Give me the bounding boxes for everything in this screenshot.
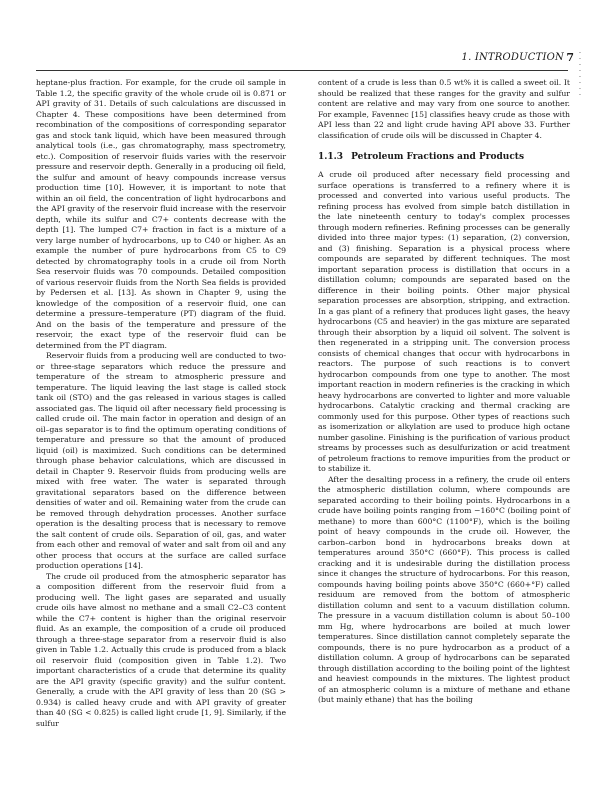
section-title: Petroleum Fractions and Products (351, 152, 525, 162)
right-column (318, 78, 570, 706)
section-heading (318, 151, 570, 163)
paragraph: The crude oil produced from the atmospheric separator has a composition different from the reservoir fluid from a producing well. The light gases are separated and usually crude oils have almost no methane and a small C2–C3 content while the C7+ content is higher than the original reservoir fluid. As an example, the composition of a crude oil produced through a three-stage separator from a reservoir fluid is also given in Table 1.2. Actually this crude is produced from a black oil reservoir fluid (composition given in Table 1.2). Two important characteristics of a crude that determine its quality are the API gravity (specific gravity) and the sulfur content. Generally, a crude with the API gravity of less than 20 (SG > 0.934) is called heavy crude and with API gravity of greater than 40 (SG < 0.825) is called light crude [1, 9]. Similarly, if the sulfur (36, 571, 286, 728)
paragraph: heptane-plus fraction. For example, for the crude oil sample in Table 1.2, the specific gravity of the whole crude oil is 0.871 or API gravity of 31. Details of such calculations are discussed in Chapter 4. These compositions have been determined from recombination of the compositions of corresponding separator gas and stock tank liquid, which have been measured through analytical tools (i.e., gas chromatography, mass spectrometry, etc.). Composition of reservoir fluids varies with the reservoir pressure and reservoir depth. Generally in a producing oil field, the sulfur and amount of heavy compounds increase versus production time [10]. However, it is important to note that within an oil field, the concentration of light hydrocarbons and the API gravity of the reservoir fluid increase with the reservoir depth, while its sulfur and C7+ contents decrease with the depth [1]. The lumped C7+ fraction in fact is a mixture of a very large number of hydrocarbons, up to C40 or higher. As an example the number of pure hydrocarbons from C5 to C9 detected by chromatography tools in a crude oil from North Sea reservoir fluids was 70 compounds. Detailed composition of various reservoir fluids from the North Sea fields is provided by Pedersen et al. [13]. As shown in Chapter 9, using the knowledge of the composition of a reservoir fluid, one can determine a pressure–temperature (PT) diagram of the fluid. And on the basis of the temperature and pressure of the reservoir, the exact type of the reservoir fluid can be determined from the PT diagram. (36, 78, 286, 350)
paragraph: A crude oil produced after necessary field processing and surface operations is transferred to a refinery where it is processed and converted into various useful products. The refining process has evolved from simple batch distillation in the late nineteenth century to today's complex processes through modern refineries. Refining processes can be generally divided into three major types: (1) separation, (2) conversion, and (3) finishing. Separation is a physical process where compounds are separated by different techniques. The most important separation process is distillation that occurs in a distillation column; compounds are separated based on the difference in their boiling points. Other major physical separation processes are absorption, stripping, and extraction. In a gas plant of a refinery that produces light gases, the heavy hydrocarbons (C5 and heavier) in the gas mixture are separated through their absorption by a liquid oil solvent. The solvent is then regenerated in a stripping unit. The conversion process consists of chemical changes that occur with hydrocarbons in reactors. The purpose of such reactions is to convert hydrocarbon compounds from one type to another. The most important reaction in modern refineries is the cracking in which heavy hydrocarbons are converted to lighter and more valuable hydrocarbons. Catalytic cracking and thermal cracking are commonly used for this purpose. Other types of reactions such as isomerization or alkylation are used to produce high octane number gasoline. Finishing is the purification of various product streams by processes such as desulfurization or acid treatment of petroleum fractions to remove impurities from the product or to stabilize it. (318, 170, 570, 473)
paragraph: After the desalting process in a refinery, the crude oil enters the atmospheric distillation column, where compounds are separated according to their boiling points. Hydrocarbons in a crude have boiling points ranging from −160°C (boiling point of methane) to more than 600°C (1100°F), which is the boiling point of heavy compounds in the crude oil. However, the carbon–carbon bond in hydrocarbons breaks down at temperatures around 350°C (660°F). This process is called cracking and it is undesirable during the distillation process since it changes the structure of hydrocarbons. For this reason, compounds having boiling points above 350°C (660+°F) called residuum are removed from the bottom of atmospheric distillation column and sent to a vacuum distillation column. The pressure in a vacuum distillation column is about 50–100 mm Hg, where hydrocarbons are boiled at much lower temperatures. Since distillation cannot completely separate the compounds, there is no pure hydrocarbon as a product of a distillation column. A group of hydrocarbons can be separated through distillation according to the boiling point of the lightest and heaviest compounds in the mixtures. The lightest product of an atmospheric column is a mixture of methane and ethane (but mainly ethane) that has the boiling (318, 474, 570, 704)
margin-dots-decoration: · · · · · · · · (578, 49, 582, 99)
left-column (36, 78, 286, 729)
paragraph: content of a crude is less than 0.5 wt% it is called a sweet oil. It should be realized that these ranges for the gravity and sulfur content are relative and may vary from one source to another. For example, Favennec [15] classifies heavy crude as those with API less than 22 and light crude having API above 33. Further classification of crude oils will be discussed in Chapter 4. (318, 78, 570, 140)
header-rule (36, 70, 568, 71)
chapter-title: 1. INTRODUCTION (461, 52, 564, 63)
page-number: 7 (566, 51, 574, 64)
running-header (0, 52, 604, 68)
paragraph: Reservoir fluids from a producing well are conducted to two- or three-stage separators which reduce the pressure and temperature of the stream to atmospheric pressure and temperature. The liquid leaving the last stage is called stock tank oil (STO) and the gas released in various stages is called associated gas. The liquid oil after necessary field processing is called crude oil. The main factor in operation and design of an oil–gas separator is to find the optimum operating conditions of temperature and pressure so that the amount of produced liquid (oil) is maximized. Such conditions can be determined through phase behavior calculations, which are discussed in detail in Chapter 9. Reservoir fluids from producing wells are mixed with free water. The water is separated through gravitational separators based on the difference between densities of water and oil. Remaining water from the crude can be removed through dehydration processes. Another surface operation is the desalting process that is necessary to remove the salt content of crude oils. Separation of oil, gas, and water from each other and removal of water and salt from oil and any other process that occurs at the surface are called surface production operations [14]. (36, 351, 286, 570)
section-number: 1.1.3 (318, 152, 344, 162)
